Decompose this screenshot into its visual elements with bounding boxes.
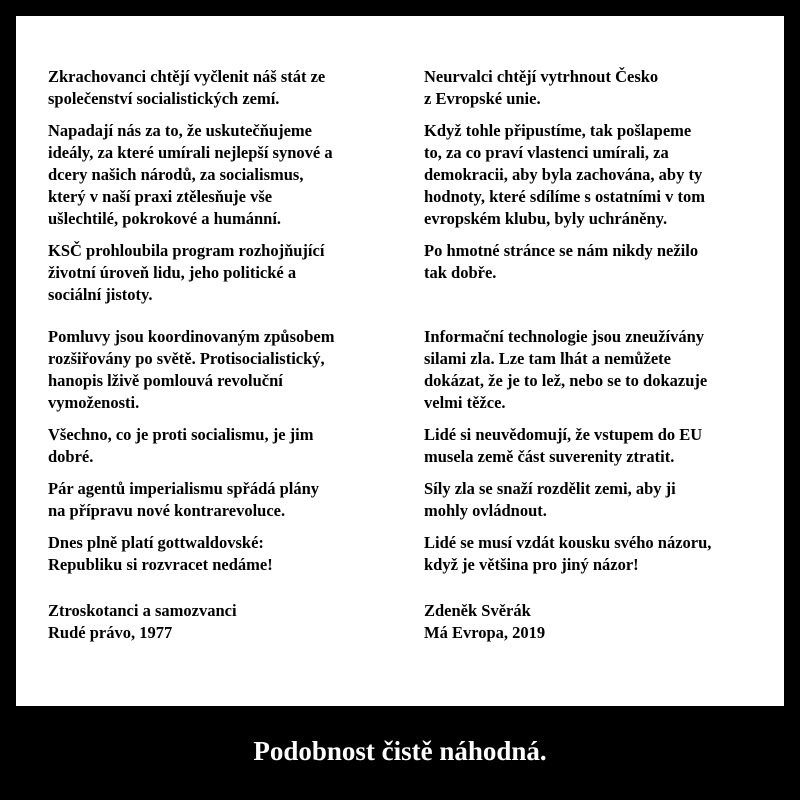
right-paragraph: Informační technologie jsou zneužívány silami zla. Lze tam lhát a nemůžete dokázat, že je to lež, nebo se to dokazuje velmi těžce. xyxy=(424,327,708,412)
left-paragraph: Zkrachovanci chtějí vyčlenit náš stát ze společenství socialistických zemí. xyxy=(48,67,326,108)
caption: Podobnost čistě náhodná. xyxy=(253,736,547,766)
left-paragraph: Pár agentů imperialismu spřádá plány na přípravu nové kontrarevoluce. xyxy=(48,479,320,520)
right-paragraph: Síly zla se snaží rozdělit zemi, aby ji mohly ovládnout. xyxy=(424,479,676,520)
left-paragraph: Napadají nás za to, že uskutečňujeme ideály, za které umírali nejlepší synové a dcery našich národů, za socialismus, který v naší praxi ztělesňuje vše ušlechtilé, pokrokové a humánní. xyxy=(48,121,333,228)
right-column xyxy=(424,66,764,576)
right-paragraph: Neurvalci chtějí vytrhnout Česko z Evropské unie. xyxy=(424,67,659,108)
left-paragraph: KSČ prohloubila program rozhojňující životní úroveň lidu, jeho politické a sociální jistoty. xyxy=(48,241,325,304)
right-paragraph: Po hmotné stránce se nám nikdy nežilo tak dobře. xyxy=(424,241,699,282)
right-signature: Zdeněk Svěrák Má Evropa, 2019 xyxy=(424,601,546,642)
left-paragraph: Všechno, co je proti socialismu, je jim dobré. xyxy=(48,425,314,466)
left-column xyxy=(48,66,388,576)
left-paragraph: Dnes plně platí gottwaldovské: Republiku si rozvracet nedáme! xyxy=(48,533,273,574)
text-panel xyxy=(16,16,784,706)
right-paragraph: Když tohle připustíme, tak pošlapeme to, za co praví vlastenci umírali, za demokracii, aby byla zachována, aby ty hodnoty, které sdílíme s ostatními v tom evropském klubu, byly uchráněny. xyxy=(424,121,705,228)
left-paragraph: Pomluvy jsou koordinovaným způsobem rozšiřovány po světě. Protisocialistický, hanopis lživě pomlouvá revoluční vymoženosti. xyxy=(48,327,335,412)
right-paragraph: Lidé se musí vzdát kousku svého názoru, když je většina pro jiný názor! xyxy=(424,533,712,574)
left-signature: Ztroskotanci a samozvanci Rudé právo, 1977 xyxy=(48,601,237,642)
right-paragraph: Lidé si neuvědomují, že vstupem do EU musela země část suverenity ztratit. xyxy=(424,425,703,466)
